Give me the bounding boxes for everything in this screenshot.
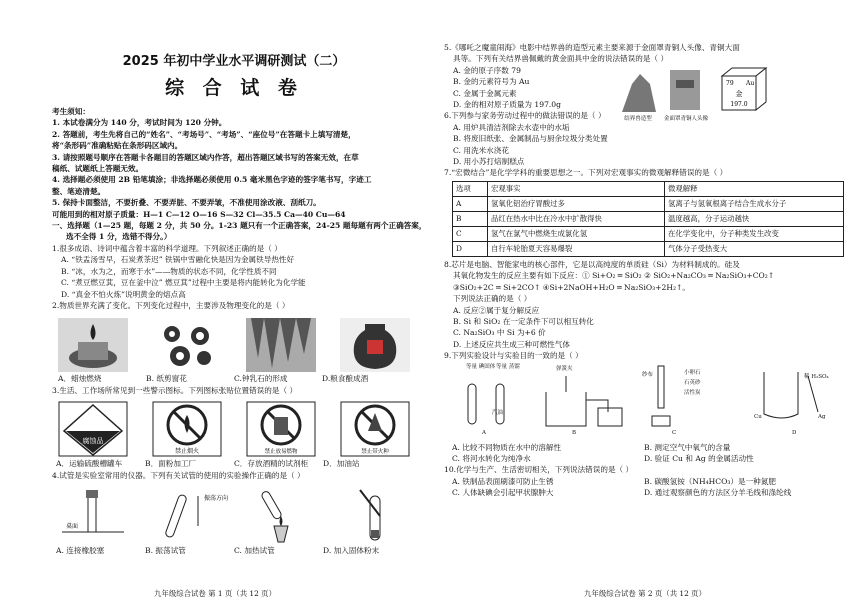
q10-option-a: A. 铁制品表面刷漆可防止生锈 <box>452 476 554 486</box>
q9-option-a: A. 比较不同物质在水中的溶解性 <box>452 442 562 452</box>
page-1-footer: 九年级综合试卷 第 1 页（共 12 页） <box>154 589 276 598</box>
note-4b: 整、笔迹清楚。 <box>52 186 106 196</box>
q5-option-d: D. 金的相对原子质量为 197.0g <box>453 100 562 110</box>
q3-option-c: C．存放酒精的试剂柜 <box>234 459 309 469</box>
q5-option-b: B. 金的元素符号为 Au <box>453 77 530 87</box>
note-1: 1. 本试卷满分为 140 分，考试时间为 120 分钟。 <box>52 118 227 128</box>
element-number: 79 <box>726 80 734 87</box>
table-row <box>453 211 844 226</box>
heat-diagram <box>246 486 316 544</box>
table-row <box>453 241 844 256</box>
q9-label-sand: 石英砂 <box>684 379 701 386</box>
q9-label-ag: Ag <box>818 413 826 420</box>
q8-option-d: D. 上述反应共生成三种可燃性气体 <box>453 339 570 349</box>
no-tinder-sign-text: 禁止带火种 <box>361 449 389 456</box>
notes-heading: 考生须知： <box>52 107 90 116</box>
table-cell: D <box>453 241 488 256</box>
element-mass: 197.0 <box>730 101 748 108</box>
table-row <box>453 196 844 211</box>
table-cell: A <box>453 196 488 211</box>
table-cell: 温度越高，分子运动越快 <box>665 211 844 226</box>
q10-option-c: C. 人体缺碘会引起甲状腺肿大 <box>452 488 554 498</box>
element-name: 金 <box>735 90 743 98</box>
table-cell: 品红在热水中比在冷水中扩散得快 <box>488 211 665 226</box>
no-flammables-sign-text: 禁止放易燃物 <box>264 449 298 456</box>
corrosive-sign-text: 腐蚀品 <box>82 437 104 446</box>
q5-stem: 5.《哪吒之魔童闹海》电影中结界兽的造型元素主要来源于金面罩青铜人头像、青铜大面 <box>444 43 740 52</box>
q9-label-cotton: 纱布 <box>642 371 654 378</box>
q1-option-c: C. “煮豆燃豆萁，豆在釜中泣” 燃豆萁”过程中主要是将内能转化为化学能 <box>61 278 306 288</box>
q9-label-gasoline: 汽油 <box>492 409 504 416</box>
powder-diagram <box>340 486 410 544</box>
note-2: 2. 答题前，考生先将自己的“姓名”、“考场号”、“考场”、“座位号”在答题卡上填写清楚， <box>52 129 356 139</box>
q9-apparatus <box>452 362 844 438</box>
note-4: 4. 选择题必须使用 2B 铅笔填涂；非选择题必须使用 0.5 毫米黑色字迹的签字笔书写，字迹工 <box>52 175 372 185</box>
page-2 <box>430 0 860 607</box>
q3-option-a: A．运输硫酸槽罐车 <box>56 459 123 469</box>
q8-option-b: B. Si 和 SiO₂ 在一定条件下可以相互转化 <box>453 316 594 326</box>
table-cell: C <box>453 226 488 241</box>
q9-option-d: D. 验证 Cu 和 Ag 的金属活动性 <box>644 453 754 463</box>
q10-stem: 10.化学与生产、生活密切相关，下列说法错误的是（ ） <box>444 465 634 475</box>
section-heading: 一、选择题（1—25 题，每题 2 分，共 50 分。1-23 题只有一个正确答案，24-25 题每题有两个正确答案， <box>52 221 427 231</box>
q1-option-a: A. “铁盂汤雪早，石炭煮茶迟” 铁锅中雪融化快是因为金属铁导热性好 <box>61 255 295 265</box>
q2-option-a: A．蜡烛燃烧 <box>58 374 102 384</box>
no-fire-sign-text: 禁止烟火 <box>174 448 200 456</box>
paper-cut-image <box>152 318 222 372</box>
table-cell: 氢离子与氢氧根离子结合生成水分子 <box>665 196 844 211</box>
q9-stem: 9.下列实验设计与实验目的一致的是（ ） <box>444 351 583 361</box>
q9-option-b: B. 测定空气中氧气的含量 <box>644 442 731 452</box>
q8-stem-2: 其氧化物发生的反应主要有如下反应：① Si+O₂ ═ SiO₂ ② SiO₂+Na₂CO₃ ═ Na₂SiO₃+CO₂↑ <box>453 271 775 281</box>
q6-option-c: C. 用洗米水浇花 <box>453 145 509 155</box>
q9-label-stone: 小卵石 <box>684 369 701 376</box>
atomic-mass-line: 可能用到的相对原子质量：H—1 C—12 O—16 S—32 Cl—35.5 Ca—40 Cu—64 <box>52 209 346 219</box>
q10-option-b: B. 碳酸氢铵（NH₄HCO₃）是一种氮肥 <box>644 476 776 486</box>
q8-stem-3: ③SiO₂+2C ═ Si+2CO↑ ④Si+2NaOH+H₂O ═ Na₂SiO₃+2H₂↑。 <box>453 282 690 292</box>
page-2-footer: 九年级综合试卷 第 2 页（共 12 页） <box>584 589 706 598</box>
q1-stem: 1.很多成语、诗词中蕴含着丰富的科学道理。下列叙述正确的是（ ） <box>52 243 282 253</box>
note-3b: 稿纸、试题纸上答题无效。 <box>52 164 144 174</box>
q6-stem: 6.下列参与家务劳动过程中的做法错误的是（ ） <box>444 111 606 121</box>
q9-label-d: D <box>792 429 797 436</box>
table-header-row <box>453 181 844 196</box>
table-cell: 氢氧化铝治疗胃酸过多 <box>488 196 665 211</box>
no-flammables-sign-icon <box>246 401 316 457</box>
q8-stem-4: 下列说法正确的是（ ） <box>453 294 532 304</box>
q7-stem: 7.“宏微结合”是化学学科的重要思想之一。下列对宏观事实的微观解释错误的是（ ） <box>444 168 728 178</box>
q4-option-a: A. 连接橡胶塞 <box>56 545 105 555</box>
no-tinder-sign-icon <box>340 401 410 457</box>
q9-label-clip: 弹簧夹 <box>556 365 573 372</box>
q1-option-d: D. “真金不怕火炼”说明黄金的熔点高 <box>61 289 186 299</box>
q2-option-d: D.粮食酿成酒 <box>322 374 369 384</box>
exam-title: 2025 年初中学业水平调研测试（二） <box>122 54 346 69</box>
q4-option-d: D. 加入固体粉末 <box>323 545 380 555</box>
note-2b: 将“条形码”准确粘贴在条形码区域内。 <box>52 141 183 151</box>
q8-option-a: A. 反应②属于复分解反应 <box>453 305 540 315</box>
q8-stem: 8.芯片是电脑、智能家电的核心部件，它是以高纯度的单质硅（Si）为材料制成的。硅及 <box>444 259 740 269</box>
q6-option-b: B. 将废旧纸张、金属制品与厨余垃圾分类处置 <box>453 134 608 144</box>
q4-stem: 4.试管是实验室常用的仪器。下列有关试管的使用的实验操作正确的是（ ） <box>52 470 305 480</box>
q9-label-gas: 等量 蒸馏 <box>496 363 520 370</box>
shake-diagram <box>152 486 229 544</box>
table-header: 宏观事实 <box>488 181 665 196</box>
shake-label: 振荡方向 <box>204 494 229 502</box>
candle-image <box>58 318 128 372</box>
q8-option-c: C. Na₂SiO₃ 中 Si 为+6 价 <box>453 328 546 338</box>
q2-option-b: B. 纸剪窗花 <box>146 374 187 384</box>
section-heading-2: 选不全得 1 分，选错不得分。） <box>66 232 172 242</box>
corrosive-sign-icon <box>58 401 128 457</box>
table-cell: B <box>453 211 488 226</box>
table-cell: 在化学变化中，分子种类发生改变 <box>665 226 844 241</box>
q5-img2-label: 金面罩青铜人头像 <box>663 116 709 122</box>
table-cell: 气体分子受热变大 <box>665 241 844 256</box>
q3-option-d: D．加油站 <box>323 459 360 469</box>
stopper-diagram <box>58 486 128 544</box>
q3-stem: 3.生活、工作场所常见到一些警示图标。下列图标张贴位置错误的是（ ） <box>52 385 298 395</box>
q9-label-a: A <box>482 429 486 436</box>
q9-label-c: C <box>672 429 677 436</box>
table-label: 桌面 <box>66 522 79 530</box>
note-5: 5. 保持卡面整洁，不要折叠、不要弄脏、不要弄皱，不准使用涂改液、刮纸刀。 <box>52 198 321 208</box>
q5-option-c: C. 金属于金属元素 <box>453 88 517 98</box>
no-fire-sign-icon <box>152 401 222 457</box>
q1-option-b: B. “冰，水为之，而寒于水”——物质的状态不同，化学性质不同 <box>61 266 277 276</box>
q5-figures <box>612 64 792 122</box>
element-symbol: Au <box>746 80 755 87</box>
q5-stem-2: 具等。下列有关结界兽佩戴的黄金面具中金的说法错误的是（ ） <box>453 54 669 64</box>
q5-option-a: A. 金的原子序数 79 <box>453 65 521 75</box>
q4-option-c: C. 加热试管 <box>234 545 275 555</box>
exam-subtitle: 综 合 试 卷 <box>165 77 303 99</box>
note-3: 3. 请按照题号顺序在答题卡各题目的答题区域内作答，超出答题区域书写的答案无效，在草 <box>52 152 359 162</box>
q10-option-d: D. 通过观察颜色的方法区分羊毛线和涤纶线 <box>644 488 792 498</box>
q9-option-c: C. 将河水转化为纯净水 <box>452 453 531 463</box>
table-cell: 氢气在氯气中燃烧生成氯化氢 <box>488 226 665 241</box>
table-header: 选项 <box>453 181 488 196</box>
table-header: 微观解释 <box>665 181 844 196</box>
q2-stem: 2.物质世界充满了变化。下列变化过程中，主要涉及物理变化的是（ ） <box>52 300 290 310</box>
table-cell: 自行车轮胎夏天容易爆裂 <box>488 241 665 256</box>
q2-option-c: C.钟乳石的形成 <box>234 374 288 384</box>
q9-label-water: 等量 碘固体 <box>466 363 496 370</box>
q9-label-cu: Cu <box>754 413 762 420</box>
q5-img1-label: 结界兽造型 <box>624 116 652 122</box>
q3-option-b: B．面粉加工厂 <box>145 459 197 469</box>
q9-label-acid: 稀 H₂SO₄ <box>804 373 829 380</box>
stalactite-image <box>246 318 316 372</box>
wine-jar-image <box>340 318 410 372</box>
q6-option-d: D. 用小苏打焙制糕点 <box>453 157 525 167</box>
q7-table <box>452 181 844 257</box>
q9-label-carbon: 活性炭 <box>684 389 701 396</box>
q9-label-b: B <box>572 429 577 436</box>
table-row <box>453 226 844 241</box>
q6-option-a: A. 用炉具清洁剂除去水壶中的水垢 <box>453 122 570 132</box>
q4-option-b: B. 振荡试管 <box>145 545 186 555</box>
